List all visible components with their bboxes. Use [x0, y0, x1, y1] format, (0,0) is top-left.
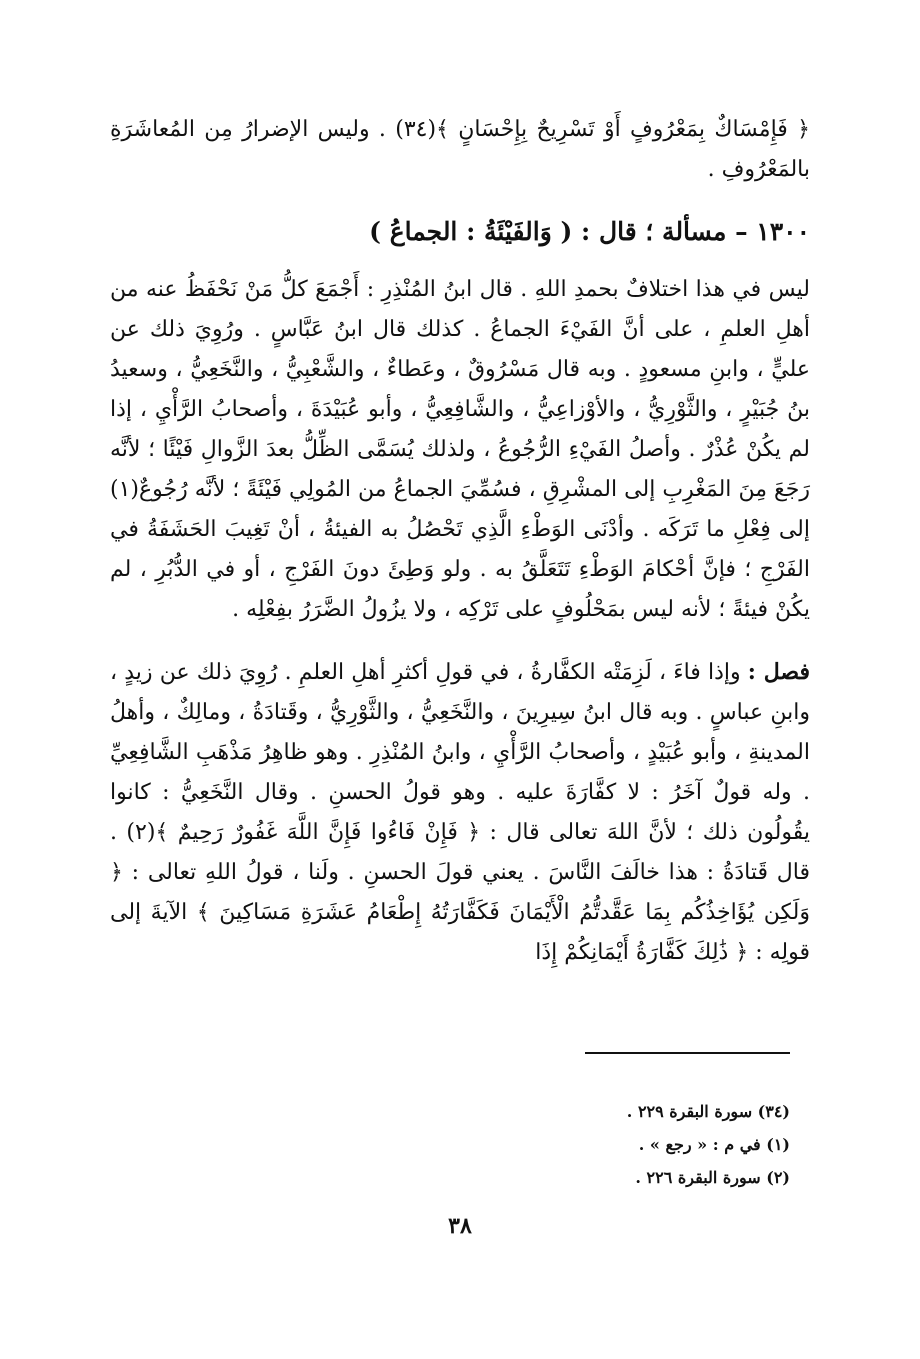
footnote-item: (٣٤) سورة البقرة ٢٢٩ .: [626, 1102, 790, 1121]
footnote-item: (١) في م : « رجع » .: [638, 1135, 790, 1154]
fasl-text: وإذا فاءَ ، لَزِمَتْه الكفَّارةُ ، في قولِ أكثرِ أهلِ العلمِ . رُوِيَ ذلك عن زيدٍ ، وابنِ عباسٍ . وبه قال ابنُ سِيرِينَ ، والنَّخَعِيُّ ، والثَّوْرِيُّ ، وقَتادَةُ ، ومالِكٌ ، وأهلُ المدينةِ ، وأبو عُبَيْدٍ ، وأصحابُ الرَّأْيِ ، وابنُ المُنْذِرِ . وهو ظاهِرُ مَذْهَبِ الشَّافِعِيِّ . وله قولٌ آخَرُ : لا كفَّارَةَ عليه . وهو قولُ الحسنِ . وقال النَّخَعِيُّ : كانوا يقُولُون ذلك ؛ لأنَّ اللهَ تعالى قال : ﴿ فَإِنْ فَاءُوا فَإِنَّ اللَّهَ غَفُورٌ رَحِيمٌ ﴾(٢) . قال قَتادَةُ : هذا خالَفَ النَّاسَ . يعني قولَ الحسنِ . ولَنا ، قولُ اللهِ تعالى : ﴿ وَلَكِن يُؤَاخِذُكُم بِمَا عَقَّدتُّمُ الْأَيْمَانَ فَكَفَّارَتُهُ إِطْعَامُ عَشَرَةِ مَسَاكِينَ ﴾ الآيةَ إلى قولِه : ﴿ ذَٰلِكَ كَفَّارَةُ أَيْمَانِكُمْ إِذَا: [110, 660, 811, 965]
paragraph-fasl: [110, 652, 810, 973]
page-number: ٣٨: [448, 1213, 472, 1239]
footnotes: [290, 1095, 790, 1194]
page-body: [110, 110, 810, 973]
opening-paragraph: ﴿ فَإِمْسَاكٌ بِمَعْرُوفٍ أَوْ تَسْرِيحٌ بِإِحْسَانٍ ﴾(٣٤) . وليس الإضرارُ مِن المُعاشَرَةِ بالمَعْرُوفِ .: [110, 117, 810, 182]
footnote-item: (٢) سورة البقرة ٢٢٦ .: [635, 1168, 790, 1187]
fasl-label: فصل :: [747, 659, 810, 685]
section-heading: ١٣٠٠ – مسألة ؛ قال : ( وَالفَيْئَةُ : الجماعُ ): [369, 217, 810, 246]
paragraph-fay-definition: ليس في هذا اختلافٌ بحمدِ اللهِ . قال ابنُ المُنْذِرِ : أَجْمَعَ كلُّ مَنْ نَحْفَظُ عنه من أهلِ العلمِ ، على أنَّ الفَيْءَ الجماعُ . كذلك قال ابنُ عَبَّاسٍ . ورُوِيَ ذلك عن عليٍّ ، وابنِ مسعودٍ . وبه قال مَسْرُوقٌ ، وعَطاءٌ ، والشَّعْبِيُّ ، والنَّخَعِيُّ ، وسعيدُ بنُ جُبَيْرٍ ، والثَّوْرِيُّ ، والأوْزاعِيُّ ، والشَّافِعِيُّ ، وأبو عُبَيْدَةَ ، وأصحابُ الرَّأْيِ ، إذا لم يكُنْ عُذْرٌ . وأصلُ الفَيْءِ الرُّجُوعُ ، ولذلك يُسَمَّى الظِّلُّ بعدَ الزَّوالِ فَيْئًا ؛ لأنَّه رَجَعَ مِنَ المَغْرِبِ إلى المشْرِقِ ، فسُمِّيَ الجماعُ من المُولِي فَيْئَةً ؛ لأنَّه رُجُوعٌ(١) إلى فِعْلِ ما تَرَكَه . وأدْنَى الوَطْءِ الَّذِي تَحْصُلُ به الفيئةُ ، أنْ تَغِيبَ الحَشَفَةُ في الفَرْجِ ؛ فإنَّ أحْكامَ الوَطْءِ تَتَعَلَّقُ به . ولو وَطِئَ دونَ الفَرْجِ ، أو في الدُّبُرِ ، لم يكُنْ فيئةً ؛ لأنه ليس بمَحْلُوفٍ على تَرْكِه ، ولا يزُولُ الضَّرَرُ بفِعْلِه .: [110, 277, 810, 622]
footnote-divider: [585, 1052, 790, 1054]
